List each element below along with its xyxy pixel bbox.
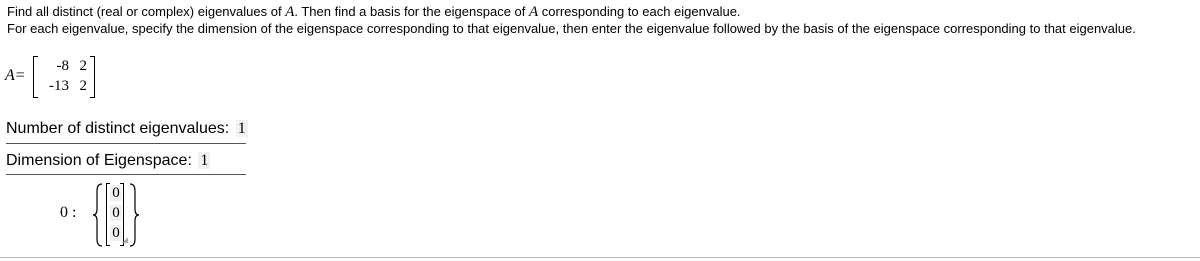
eigenspace-dimension-input[interactable]: 1 [200,152,209,169]
divider [6,143,246,144]
instruction-text: . Then find a basis for the eigenspace of [294,4,529,19]
instruction-text: Find all distinct (real or complex) eigenvalues of [7,4,286,19]
instruction-line-2: For each eigenvalue, specify the dimension of the eigenspace corresponding to that eigenvalue, then enter the eigenvalue followed by the basis of the eigenspace corresponding to that eigenvalue. [7,20,1136,36]
matrix-cell: 2 [79,58,87,74]
vector-entry-input[interactable]: 0 [110,225,122,241]
matrix-cell: 2 [79,78,87,94]
right-brace-icon [128,183,140,247]
distinct-eigenvalues-input[interactable]: 1 [237,120,246,137]
divider [6,174,246,175]
eigenvalue-basis-entry [60,183,160,248]
instructions [7,4,1136,36]
matrix-cell: -13 [49,78,69,94]
matrix-cell: -8 [56,58,69,74]
instruction-text: corresponding to each eigenvalue. [538,4,741,19]
matrix-variable: A [285,4,295,20]
bottom-divider [0,257,1200,258]
matrix-label: A= [5,67,25,84]
instruction-line-1 [7,4,1136,21]
eigenvalue-input[interactable]: 0 : [60,204,77,221]
resize-grip-icon[interactable] [122,237,129,244]
distinct-eigenvalues-label: Number of distinct eigenvalues: [6,120,230,137]
left-brace-icon [92,183,104,247]
eigenspace-dimension-row [6,152,210,170]
right-bracket [90,56,95,98]
eigenspace-dimension-label: Dimension of Eigenspace: [6,152,192,169]
vector-entry-input[interactable]: 0 [110,185,122,201]
vector-entry-input[interactable]: 0 [110,205,122,221]
distinct-eigenvalues-row [6,120,248,138]
matrix-a [33,56,95,98]
basis-vector [106,183,124,245]
matrix-variable: A [529,4,539,20]
